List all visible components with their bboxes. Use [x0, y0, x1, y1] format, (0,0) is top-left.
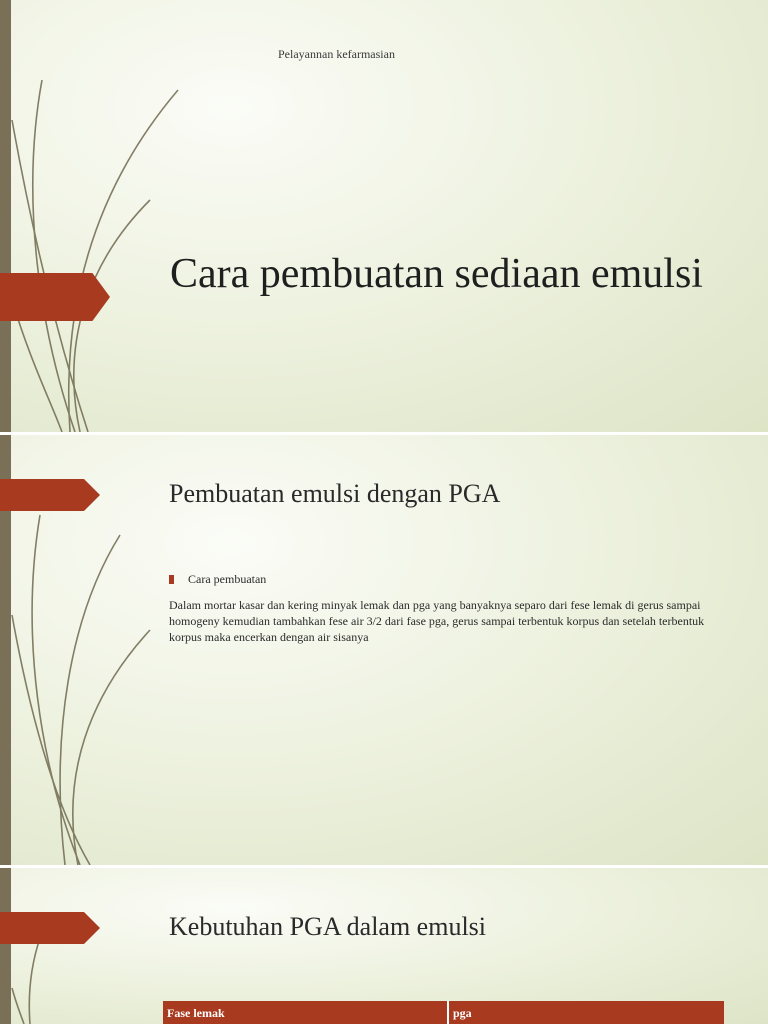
title-arrow-marker: [0, 479, 100, 511]
title-arrow-marker: [0, 273, 110, 321]
slide-title: Kebutuhan PGA dalam emulsi: [169, 912, 487, 941]
slide-title: Pembuatan emulsi dengan PGA: [169, 479, 501, 508]
decorative-curves: [0, 0, 200, 432]
bullet-label: Cara pembuatan: [188, 572, 267, 586]
table-header-fase-lemak: Fase lemak: [163, 1001, 448, 1024]
table-header-pga: pga: [448, 1001, 724, 1024]
slide-subtitle: Pelayannan kefarmasian: [278, 47, 395, 61]
bullet-item: [169, 572, 266, 587]
bullet-marker-icon: [169, 575, 174, 584]
body-paragraph: Dalam mortar kasar dan kering minyak lemak dan pga yang banyaknya separo dari fese lemak di gerus sampai homogeny kemudian tambahkan fese air 3/2 dari fase pga, gerus sampai terbentuk korpus dan setelah terbentuk korpus maka encerkan dengan air sisanya: [169, 598, 705, 644]
slide-3: [0, 868, 768, 1024]
pga-table: [163, 1001, 725, 1024]
slide-2: [0, 435, 768, 865]
slide-1: [0, 0, 768, 432]
slide-title: Cara pembuatan sediaan emulsi: [170, 251, 703, 297]
title-arrow-marker: [0, 912, 100, 944]
table-header-row: [163, 1001, 724, 1024]
